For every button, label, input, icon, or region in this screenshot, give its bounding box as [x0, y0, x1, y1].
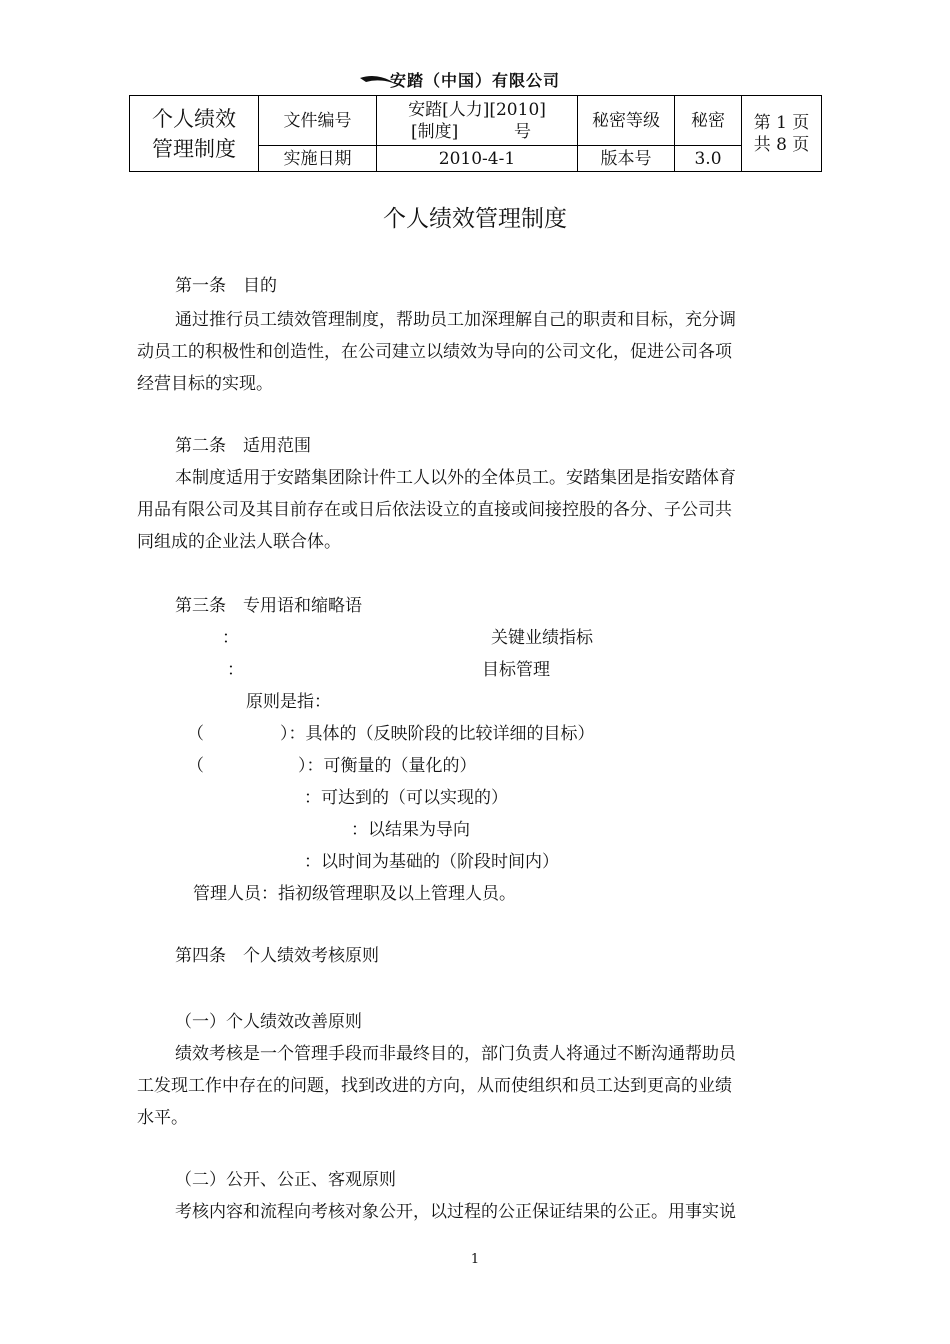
- secret-label: 秘密等级: [578, 96, 675, 146]
- smart-intro: 原则是指：: [246, 692, 331, 712]
- s2-line2: 用品有限公司及其目前存在或日后依法设立的直接或间接控股的各分、子公司共: [137, 500, 732, 520]
- s4-1-line2: 工发现工作中存在的问题，找到改进的方向，从而使组织和员工达到更高的业绩: [137, 1076, 732, 1096]
- smart-a: ：可达到的（可以实现的）: [304, 788, 508, 808]
- smart-s: ）：具体的（反映阶段的比较详细的目标）: [280, 724, 595, 744]
- file-no-line2a: [制度]: [411, 121, 459, 142]
- date-value: 2010-4-1: [377, 146, 578, 172]
- page-line1: 第 1 页: [753, 112, 810, 133]
- mbo-colon: ：: [227, 660, 244, 680]
- file-no-line1: 安踏[人力][2010]: [408, 99, 546, 120]
- version-value: 3.0: [675, 146, 742, 172]
- company-name: 安踏（中国）有限公司: [389, 71, 560, 90]
- section-2-heading: 第二条 适用范围: [175, 436, 311, 456]
- section-1-heading: 第一条 目的: [175, 276, 277, 296]
- section-4-heading: 第四条 个人绩效考核原则: [175, 946, 379, 966]
- page-info-cell: [742, 96, 822, 172]
- secret-value: 秘密: [675, 96, 742, 146]
- section-3-heading: 第三条 专用语和缩略语: [175, 596, 362, 616]
- s1-line2: 动员工的积极性和创造性，在公司建立以绩效为导向的公司文化，促进公司各项: [137, 342, 732, 362]
- s4-1-heading: （一）个人绩效改善原则: [175, 1012, 362, 1032]
- document-info-table: [129, 95, 822, 172]
- s1-line3: 经营目标的实现。: [137, 374, 273, 394]
- anta-logo-icon: [358, 70, 398, 90]
- s2-line3: 同组成的企业法人联合体。: [137, 532, 341, 552]
- manager-definition: 管理人员：指初级管理职及以上管理人员。: [193, 884, 516, 904]
- page-title: 个人绩效管理制度: [383, 206, 567, 232]
- s2-line1: 本制度适用于安踏集团除计件工人以外的全体员工。安踏集团是指安踏体育: [175, 468, 736, 488]
- smart-s-open: （: [187, 724, 204, 744]
- date-label: 实施日期: [259, 146, 377, 172]
- s4-2-line1: 考核内容和流程向考核对象公开，以过程的公正保证结果的公正。用事实说: [175, 1202, 736, 1222]
- s1-line1: 通过推行员工绩效管理制度，帮助员工加深理解自己的职责和目标，充分调: [175, 310, 736, 330]
- page-line2: 共 8 页: [753, 134, 810, 155]
- file-no-value: [377, 96, 578, 146]
- smart-m-open: （: [187, 756, 204, 776]
- smart-t: ：以时间为基础的（阶段时间内）: [304, 852, 559, 872]
- file-no-line2b: 号: [514, 121, 531, 142]
- s4-1-line3: 水平。: [137, 1108, 188, 1128]
- doc-name-line2: 管理制度: [152, 136, 236, 161]
- doc-name-line1: 个人绩效: [152, 106, 236, 131]
- s4-1-line1: 绩效考核是一个管理手段而非最终目的，部门负责人将通过不断沟通帮助员: [175, 1044, 736, 1064]
- smart-m: ）：可衡量的（量化的）: [298, 756, 477, 776]
- version-label: 版本号: [578, 146, 675, 172]
- kpi-colon: ：: [222, 628, 239, 648]
- s4-2-heading: （二）公开、公正、客观原则: [175, 1170, 396, 1190]
- doc-name-cell: [130, 96, 259, 172]
- mbo-definition: 目标管理: [482, 660, 550, 680]
- page-number: 1: [470, 1252, 480, 1267]
- smart-r: ：以结果为导向: [351, 820, 470, 840]
- file-no-label: 文件编号: [259, 96, 377, 146]
- kpi-definition: 关键业绩指标: [491, 628, 593, 648]
